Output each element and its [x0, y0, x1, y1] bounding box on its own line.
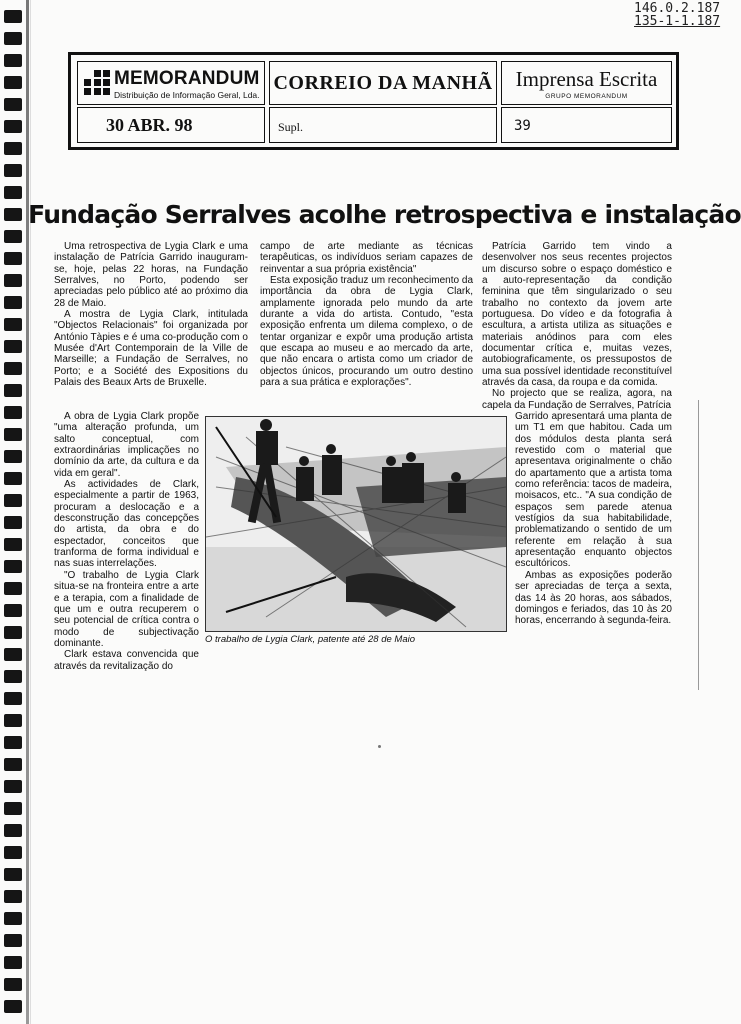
paragraph: No projecto que se realiza, agora, na capela da Fundação de Serralves, Patrícia	[482, 388, 672, 411]
paragraph: campo de arte mediante as técnicas terapêuticas, os indivíduos seriam capazes de reinventar a sua própria existência"	[260, 241, 473, 275]
handwritten-reference-2: 135-1-1.187	[634, 14, 721, 29]
binder-hole	[4, 472, 22, 485]
binder-hole	[4, 450, 22, 463]
binder-hole	[4, 626, 22, 639]
binder-hole	[4, 76, 22, 89]
section-cell	[269, 107, 497, 143]
paragraph: Esta exposição traduz um reconhecimento da importância da obra de Lygia Clark, amplamente ignorada pelo mundo da arte durante a vida do artista. Contudo, "esta exposição enfrenta um dilema complexo, o de tentar organizar e expôr uma produção artista que escapa ao museu e ao mercado da arte, que não encara o artista como um criador de objectos únicos, procurando um outro destino para a sua prática e explorações".	[260, 275, 473, 389]
binder-hole	[4, 670, 22, 683]
page-cell	[501, 107, 672, 143]
binder-hole	[4, 10, 22, 23]
binder-hole	[4, 164, 22, 177]
binder-hole	[4, 252, 22, 265]
logo-name: MEMORANDUM	[114, 68, 260, 89]
photo-caption: O trabalho de Lygia Clark, patente até 28 de Maio	[205, 634, 416, 645]
binder-hole	[4, 340, 22, 353]
binder-hole	[4, 758, 22, 771]
binder-hole	[4, 428, 22, 441]
binder-hole	[4, 32, 22, 45]
binder-strip	[0, 0, 31, 1024]
binder-hole	[4, 648, 22, 661]
paragraph: "O trabalho de Lygia Clark situa-se na fronteira entre a arte e a terapia, com a finalidade de que um e outra recuperem o seu potencial de crítica contra o modo de subjectivação dominante.	[54, 569, 199, 649]
paragraph: A mostra de Lygia Clark, intitulada "Objectos Relacionais" foi organizada por António Tàpies e é uma co-produção com o Musée d'Art Contemporain de la Ville de Marseille; a Fundação de Serralves, no Porto; e a Société des Expositions du Palais des Beaux Arts de Bruxelle.	[54, 309, 248, 389]
handwritten-reference-1: 146.0.2.187	[634, 1, 721, 16]
article-photo	[205, 416, 507, 632]
article-column-1-lower	[54, 411, 199, 672]
logo-cell	[77, 61, 265, 105]
binder-hole	[4, 296, 22, 309]
binder-hole	[4, 956, 22, 969]
date-cell	[77, 107, 265, 143]
binder-hole	[4, 230, 22, 243]
binder-hole	[4, 912, 22, 925]
binder-hole	[4, 406, 22, 419]
binder-hole	[4, 186, 22, 199]
article-column-2	[260, 241, 473, 388]
paragraph: Uma retrospectiva de Lygia Clark e uma instalação de Patrícia Garrido inauguram-se, hoje, pelas 22 horas, na Fundação Serralves, no Porto, podendo ser apreciadas pelo público até ao próximo dia 28 de Maio.	[54, 241, 248, 309]
binder-hole	[4, 318, 22, 331]
binder-hole	[4, 494, 22, 507]
binder-hole	[4, 98, 22, 111]
binder-hole	[4, 934, 22, 947]
paragraph: Garrido apresentará uma planta de um T1 em que habitou. Cada um dos módulos desta planta será revestido com o material que apresentava originalmente o chão do apartamento que a artista toma como referência: tacos de madeira, moisacos, etc.. "A sua condição de espaços sem parede atenua vestígios da sua habitabilidade, problematizando o sentido de um referente em relação à sua apresentação enquanto objectos escultóricos.	[515, 411, 672, 570]
binder-hole	[4, 120, 22, 133]
paragraph: A obra de Lygia Clark propõe "uma alteração profunda, um salto conceptual, com extraordinárias implicações no domínio da arte, da cultura e da vida em geral".	[54, 411, 199, 479]
section-label: Supl.	[278, 120, 304, 134]
binder-hole	[4, 802, 22, 815]
binder-hole	[4, 824, 22, 837]
binder-hole	[4, 384, 22, 397]
logo-subtitle: Distribuição de Informação Geral, Lda.	[114, 90, 260, 100]
article-column-3-lower	[515, 411, 672, 627]
paragraph: As actividades de Clark, especialmente a partir de 1963, procuram a deslocação e a desconstrução das concepções do artista, da obra e do espectador, conceitos que tranforma de forma individual e nas suas interrelações.	[54, 479, 199, 570]
binder-hole	[4, 362, 22, 375]
margin-rule	[698, 400, 699, 690]
newspaper-name: CORREIO DA MANHÃ	[273, 72, 493, 94]
binder-hole	[4, 978, 22, 991]
newspaper-cell	[269, 61, 497, 105]
binder-hole	[4, 714, 22, 727]
binder-hole	[4, 780, 22, 793]
binder-hole	[4, 604, 22, 617]
binder-hole	[4, 582, 22, 595]
service-subtitle: GRUPO MEMORANDUM	[545, 93, 628, 100]
binder-hole	[4, 1000, 22, 1013]
memorandum-logo-icon	[84, 70, 110, 96]
service-title: Imprensa Escrita	[515, 67, 658, 91]
service-cell	[501, 61, 672, 105]
paragraph: Patrícia Garrido tem vindo a desenvolver nos seus recentes projectos um discurso sobre o espaço doméstico e a auto-representação da condição feminina que têm singularizado o seu trabalho no contexto da jovem arte portuguesa. Do vídeo e da fotografia à escultura, a artista utiliza as situações e materiais anódinos para com eles documentar crítica e, muitas vezes, autobiograficamente, os pressupostos de uma sua possível identidade reconstituível através da casa, da roupa e da comida.	[482, 241, 672, 389]
binder-hole	[4, 868, 22, 881]
binder-hole	[4, 516, 22, 529]
binder-hole	[4, 560, 22, 573]
binder-hole	[4, 54, 22, 67]
article-column-3	[482, 241, 672, 411]
clipping-header	[68, 52, 679, 150]
article-column-1	[54, 241, 248, 388]
binder-hole	[4, 692, 22, 705]
page-number: 39	[514, 118, 531, 134]
binder-hole	[4, 274, 22, 287]
binder-hole	[4, 736, 22, 749]
binder-hole	[4, 846, 22, 859]
binder-spine	[26, 0, 29, 1024]
binder-hole	[4, 142, 22, 155]
binder-hole	[4, 538, 22, 551]
speck	[378, 745, 381, 748]
photo-illustration	[206, 417, 506, 631]
article-headline: Fundação Serralves acolhe retrospectiva e instalação	[28, 200, 741, 229]
paragraph: Ambas as exposições poderão ser apreciadas de terça a sexta, das 14 às 20 horas, aos sábados, domingos e feriados, das 10 às 20 horas, encerrando à segunda-feira.	[515, 569, 672, 627]
binder-hole	[4, 890, 22, 903]
publication-date: 30 ABR. 98	[106, 115, 193, 135]
paragraph: Clark estava convencida que através da revitalização do	[54, 649, 199, 672]
